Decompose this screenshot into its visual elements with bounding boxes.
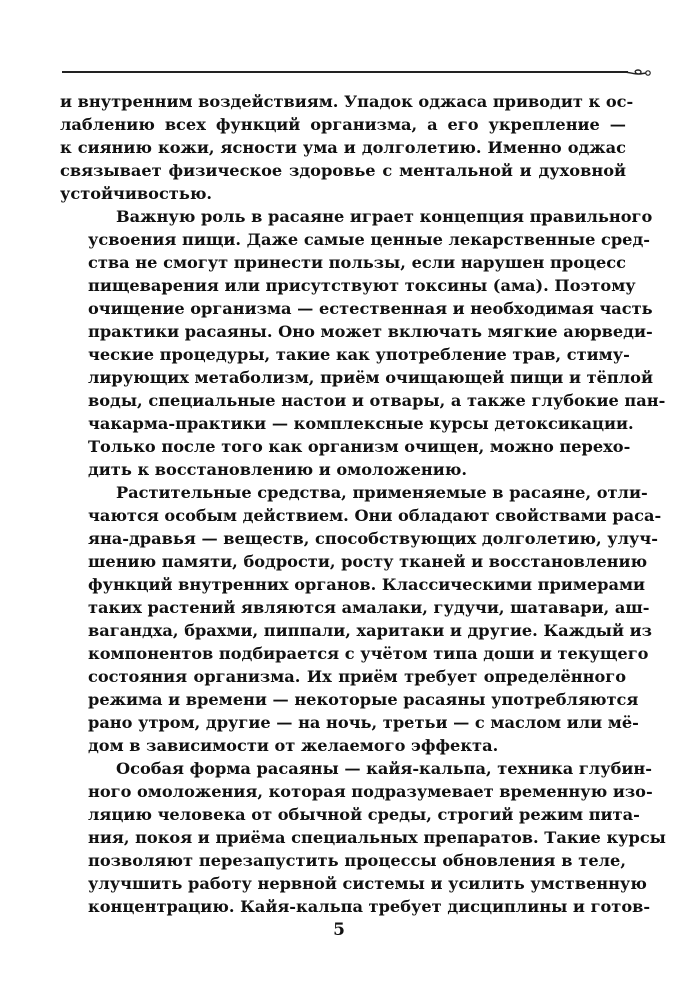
text-line: улучшить работу нервной системы и усилить умственную [88, 874, 647, 893]
text-line: к сиянию кожи, ясности ума и долголетию. Именно оджас [60, 138, 626, 157]
paragraph [60, 205, 666, 481]
paragraph [60, 90, 634, 205]
text-line: чакарма-практики — комплексные курсы детоксикации. [88, 414, 634, 433]
text-line: ства не смогут принести пользы, если нарушен процесс [88, 253, 626, 272]
text-line: Важную роль в расаяне играет концепция правильного [116, 207, 653, 226]
text-line: и внутренним воздействиям. Упадок оджаса приводит к ос- [60, 92, 634, 111]
text-line: шению памяти, бодрости, росту тканей и восстановлению [88, 552, 648, 571]
text-line: ляцию человека от обычной среды, строгий режим пита- [88, 805, 640, 824]
text-line: дить к восстановлению и омоложению. [88, 460, 467, 479]
page-number: 5 [333, 920, 345, 940]
text-line: рано утром, другие — на ночь, третьи — с маслом или мё- [88, 713, 639, 732]
paragraph [60, 481, 662, 757]
text-line: концентрацию. Кайя-кальпа требует дисциплины и готов- [88, 897, 651, 916]
text-line: связывает физическое здоровье с ментальной и духовной [60, 161, 626, 180]
text-line: Только после того как организм очищен, можно перехо- [88, 437, 631, 456]
text-line: ческие процедуры, такие как употребление трав, стиму- [88, 345, 630, 364]
text-line: состояния организма. Их приём требует определённого [88, 667, 626, 686]
text-line: ния, покоя и приёма специальных препаратов. Такие курсы [88, 828, 666, 847]
text-line: режима и времени — некоторые расаяны употребляются [88, 690, 639, 709]
text-line: Растительные средства, применяемые в расаяне, отли- [116, 483, 648, 502]
text-line: ного омоложения, которая подразумевает временную изо- [88, 782, 653, 801]
text-line: чаются особым действием. Они обладают свойствами раса- [88, 506, 662, 525]
text-line: компонентов подбирается с учётом типа доши и текущего [88, 644, 649, 663]
text-line: дом в зависимости от желаемого эффекта. [88, 736, 499, 755]
text-line: лирующих метаболизм, приём очищающей пищи и тёплой [88, 368, 653, 387]
text-line: практики расаяны. Оно может включать мягкие аюрведи- [88, 322, 653, 341]
text-line: пищеварения или присутствуют токсины (ама). Поэтому [88, 276, 636, 295]
header-rule [62, 71, 628, 73]
paragraph [60, 757, 666, 918]
text-line: усвоения пищи. Даже самые ценные лекарственные сред- [88, 230, 650, 249]
body-text [60, 90, 666, 918]
text-line: лаблению всех функций организма, а его укрепление — [60, 115, 626, 134]
text-line: очищение организма — естественная и необходимая часть [88, 299, 653, 318]
text-line: устойчивостью. [60, 184, 213, 203]
text-line: функций внутренних органов. Классическими примерами [88, 575, 646, 594]
text-line: яна-дравья — веществ, способствующих долголетию, улуч- [88, 529, 658, 548]
header-rule-ornament-icon [622, 62, 652, 82]
text-line: воды, специальные настои и отвары, а также глубокие пан- [88, 391, 666, 410]
text-line: вагандха, брахми, пиппали, харитаки и другие. Каждый из [88, 621, 652, 640]
text-line: таких растений являются амалаки, гудучи, шатавари, аш- [88, 598, 650, 617]
text-line: позволяют перезапустить процессы обновления в теле, [88, 851, 626, 870]
text-line: Особая форма расаяны — кайя-кальпа, техника глубин- [116, 759, 652, 778]
